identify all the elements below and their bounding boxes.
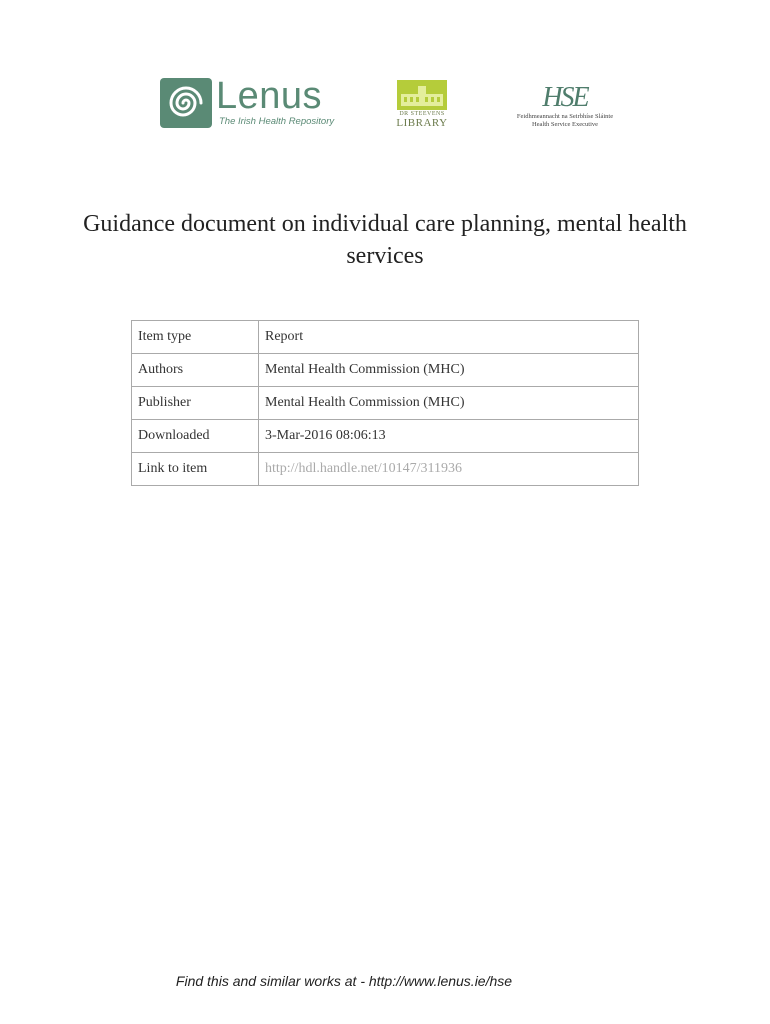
metadata-row-downloaded [132,420,639,453]
library-building-icon [395,80,449,110]
metadata-value: Mental Health Commission (MHC) [259,354,639,387]
lenus-tagline: The Irish Health Repository [219,116,335,127]
metadata-value: Report [259,321,639,354]
metadata-key: Downloaded [132,420,259,453]
lenus-spiral-icon [160,78,212,128]
hse-logo [515,80,615,140]
footer-text: Find this and similar works at - http://www.lenus.ie/hse [175,973,513,989]
metadata-row-publisher [132,387,639,420]
metadata-row-item-type [132,321,639,354]
metadata-table [131,320,639,486]
metadata-key: Publisher [132,387,259,420]
item-link[interactable]: http://hdl.handle.net/10147/311936 [265,461,463,476]
metadata-key: Authors [132,354,259,387]
metadata-value: 3-Mar-2016 08:06:13 [259,420,639,453]
lenus-wordmark: Lenus [216,75,323,117]
hse-english-name: Health Service Executive [531,121,599,128]
hse-mark-icon [515,80,615,112]
steevens-library-logo [395,80,449,142]
hse-mark: HSE [542,82,588,112]
metadata-value-cell [259,453,639,486]
hse-irish-name: Feidhmeannacht na Seirbhíse Sláinte [516,113,614,120]
lenus-logo [160,75,335,134]
document-title: Guidance document on individual care planning, mental health services [83,211,687,269]
logo-bar [0,70,770,140]
metadata-key: Link to item [132,453,259,486]
metadata-row-link [132,453,639,486]
steevens-name: DR STEEVENS [399,111,445,117]
footer-note [0,973,688,989]
steevens-library-label: LIBRARY [396,117,448,129]
metadata-row-authors [132,354,639,387]
metadata-value: Mental Health Commission (MHC) [259,387,639,420]
metadata-key: Item type [132,321,259,354]
